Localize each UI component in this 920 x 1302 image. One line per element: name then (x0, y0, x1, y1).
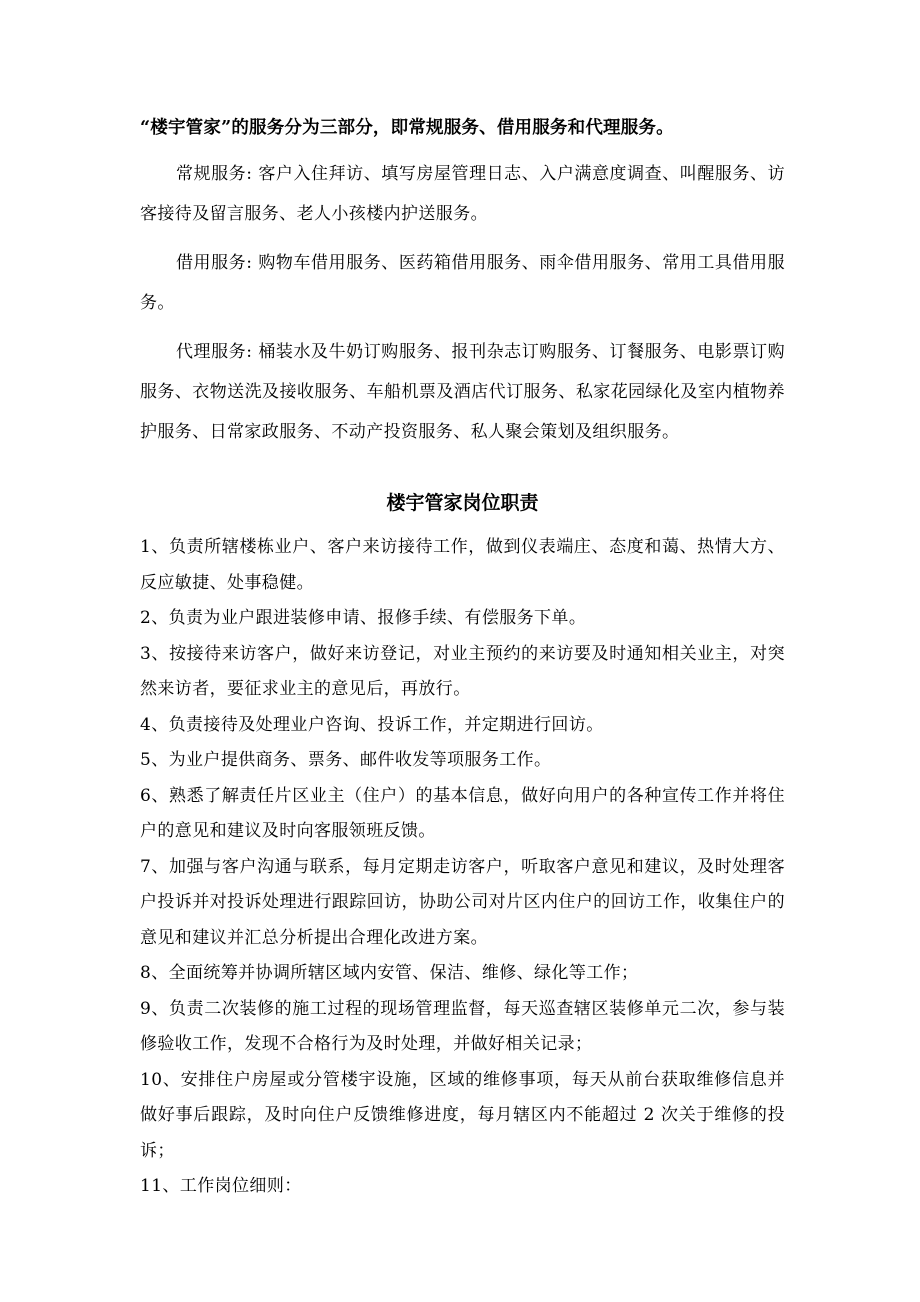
intro-paragraph: “楼宇管家”的服务分为三部分，即常规服务、借用服务和代理服务。 (140, 118, 674, 138)
duty-item: 11、工作岗位细则： (140, 1176, 302, 1196)
duty-item: 10、安排住户房屋或分管楼宇设施，区域的维修事项，每天从前台获取维修信息并做好事后跟踪，及时向住户反馈维修进度，每月辖区内不能超过 2 次关于维修的投诉； (140, 1069, 785, 1161)
service-routine-paragraph: 常规服务: 客户入住拜访、填写房屋管理日志、入户满意度调查、叫醒服务、访客接待及留言服务、老人小孩楼内护送服务。 (140, 164, 785, 224)
duty-item: 5、为业户提供商务、票务、邮件收发等项服务工作。 (140, 750, 552, 770)
duty-item: 4、负责接待及处理业户咨询、投诉工作，并定期进行回访。 (140, 714, 604, 735)
duty-item: 1、负责所辖楼栋业户、客户来访接待工作，做到仪表端庄、态度和蔼、热情大方、反应敏捷、处事稳健。 (140, 537, 785, 593)
service-borrow-paragraph: 借用服务: 购物车借用服务、医药箱借用服务、雨伞借用服务、常用工具借用服务。 (140, 253, 785, 313)
duty-item: 6、熟悉了解责任片区业主（住户）的基本信息，做好向用户的各种宣传工作并将住户的意见和建议及时向客服领班反馈。 (140, 785, 785, 841)
document-page (140, 108, 785, 1205)
duties-list (140, 530, 785, 1205)
duty-item: 3、按接待来访客户，做好来访登记，对业主预约的来访要及时通知相关业主，对突然来访者，要征求业主的意见后，再放行。 (140, 643, 785, 699)
duty-item: 9、负责二次装修的施工过程的现场管理监督，每天巡查辖区装修单元二次，参与装修验收工作，发现不合格行为及时处理，并做好相关记录； (140, 998, 785, 1054)
duty-item: 2、负责为业户跟进装修申请、报修手续、有偿服务下单。 (140, 608, 587, 628)
duty-item: 8、全面统筹并协调所辖区域内安管、保洁、维修、绿化等工作； (140, 963, 639, 983)
duty-item: 7、加强与客户沟通与联系，每月定期走访客户，听取客户意见和建议，及时处理客户投诉并对投诉处理进行跟踪回访，协助公司对片区内住户的回访工作，收集住户的意见和建议并汇总分析提出合理化改进方案。 (140, 856, 785, 948)
section-title: 楼宇管家岗位职责 (386, 492, 539, 514)
service-agency-paragraph: 代理服务: 桶装水及牛奶订购服务、报刊杂志订购服务、订餐服务、电影票订购服务、衣物送洗及接收服务、车船机票及酒店代订服务、私家花园绿化及室内植物养护服务、日常家政服务、不动产投资服务、私人聚会策划及组织服务。 (140, 342, 785, 442)
